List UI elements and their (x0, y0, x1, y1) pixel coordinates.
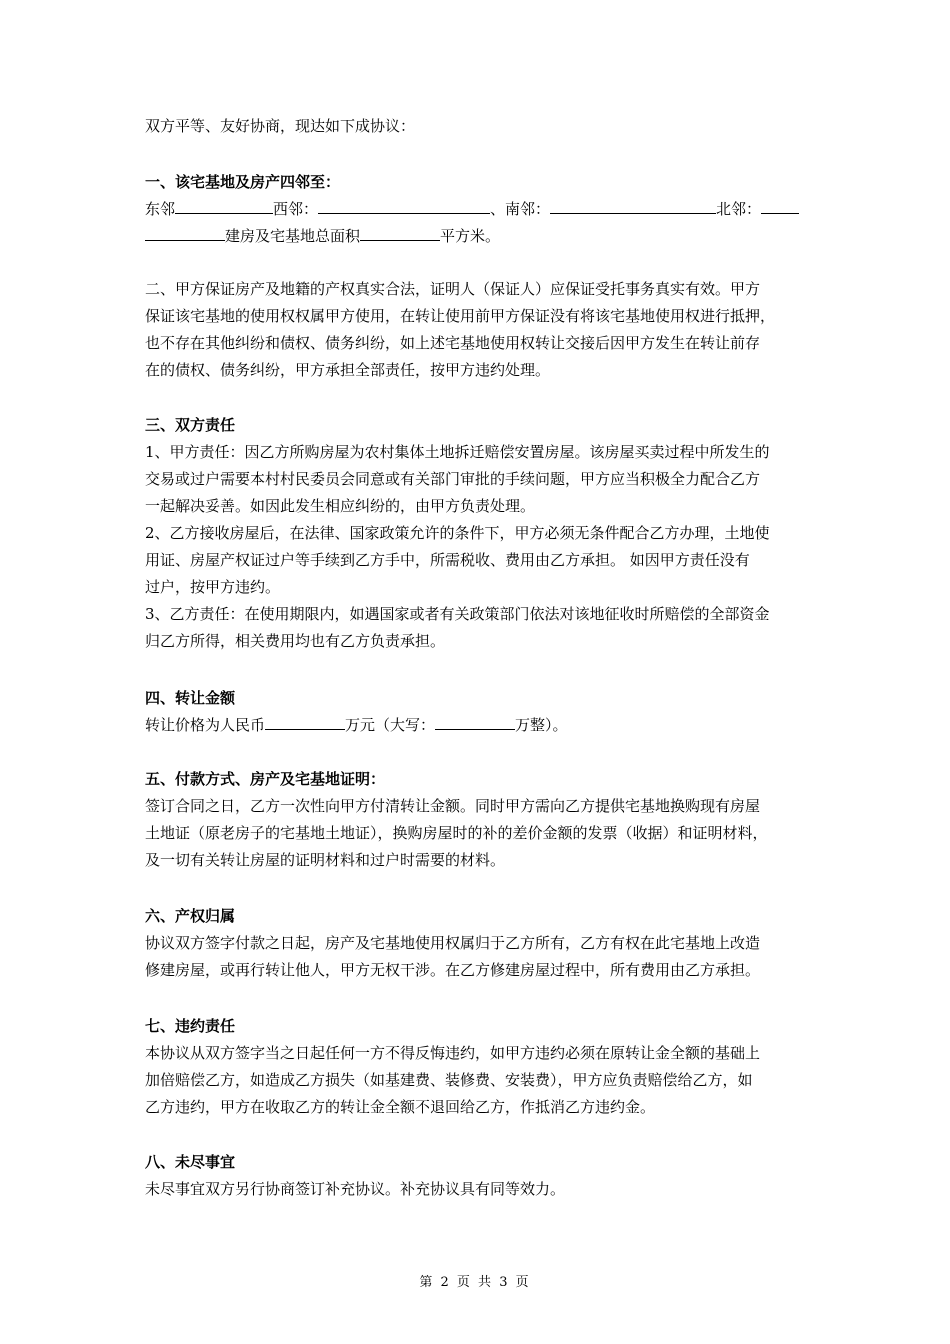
section-3-line: 3、乙方责任：在使用期限内，如遇国家或者有关政策部门依法对该地征收时所赔偿的全部资金 (145, 605, 770, 623)
section-2-line: 在的债权、债务纠纷，甲方承担全部责任，按甲方违约处理。 (145, 361, 551, 379)
area-blank (360, 225, 440, 241)
section-4-heading: 四、转让金额 (145, 689, 236, 707)
north-blank-cont (145, 225, 225, 241)
east-blank (175, 198, 273, 214)
price-suffix: 万整）。 (515, 716, 568, 734)
section-5-heading: 五、付款方式、房产及宅基地证明： (145, 770, 386, 788)
section-3-line: 归乙方所得，相关费用均也有乙方负责承担。 (145, 632, 446, 650)
west-blank (318, 198, 490, 214)
north-label: 北邻： (716, 200, 762, 218)
neighbors-line (145, 198, 799, 219)
west-label: 西邻： (273, 200, 319, 218)
section-5-line: 土地证（原老房子的宅基地土地证），换购房屋时的补的差价金额的发票（收据）和证明材料， (145, 824, 768, 842)
section-8-line: 未尽事宜双方另行协商签订补充协议。补充协议具有同等效力。 (145, 1180, 566, 1198)
area-line (145, 225, 500, 246)
intro-text: 双方平等、友好协商，现达如下成协议： (145, 117, 416, 135)
section-6-heading: 六、产权归属 (145, 907, 236, 925)
section-5-line: 签订合同之日，乙方一次性向甲方付清转让金额。同时甲方需向乙方提供宅基地换购现有房屋 (145, 797, 761, 815)
section-3-heading: 三、双方责任 (145, 416, 236, 434)
section-3-line: 2、乙方接收房屋后，在法律、国家政策允许的条件下，甲方必须无条件配合乙方办理，土地使 (145, 524, 770, 542)
section-1-heading: 一、该宅基地及房产四邻至： (145, 173, 341, 191)
section-7-line: 乙方违约，甲方在收取乙方的转让金全额不退回给乙方，作抵消乙方违约金。 (145, 1098, 656, 1116)
price-blank (265, 714, 345, 730)
north-blank (761, 198, 799, 214)
section-8-heading: 八、未尽事宜 (145, 1153, 236, 1171)
price-uppercase-blank (435, 714, 515, 730)
section-2-line: 保证该宅基地的使用权权属甲方使用，在转让使用前甲方保证没有将该宅基地使用权进行抵押， (145, 307, 776, 325)
section-6-line: 修建房屋，或再行转让他人，甲方无权干涉。在乙方修建房屋过程中，所有费用由乙方承担。 (145, 961, 761, 979)
price-prefix: 转让价格为人民币 (145, 716, 266, 734)
section-2-line: 也不存在其他纠纷和债权、债务纠纷，如上述宅基地使用权转让交接后因甲方发生在转让前存 (145, 334, 761, 352)
area-prefix: 建房及宅基地总面积 (225, 227, 361, 245)
price-mid: 万元（大写： (345, 716, 436, 734)
section-7-line: 本协议从双方签字当之日起任何一方不得反悔违约，如甲方违约必须在原转让金全额的基础上 (145, 1044, 761, 1062)
section-5-line: 及一切有关转让房屋的证明材料和过户时需要的材料。 (145, 851, 506, 869)
section-3-line: 一起解决妥善。如因此发生相应纠纷的，由甲方负责处理。 (145, 497, 536, 515)
section-6-line: 协议双方签字付款之日起，房产及宅基地使用权属归于乙方所有，乙方有权在此宅基地上改造 (145, 934, 761, 952)
section-3-line: 过户，按甲方违约。 (145, 578, 281, 596)
south-blank (550, 198, 716, 214)
price-line (145, 714, 568, 735)
section-2-line: 二、甲方保证房产及地籍的产权真实合法，证明人（保证人）应保证受托事务真实有效。甲方 (145, 280, 761, 298)
south-label: 、南邻： (490, 200, 551, 218)
east-label: 东邻 (145, 200, 176, 218)
area-suffix: 平方米。 (440, 227, 501, 245)
page-number-footer: 第 2 页 共 3 页 (419, 1275, 531, 1290)
section-3-line: 1、甲方责任：因乙方所购房屋为农村集体土地拆迁赔偿安置房屋。该房屋买卖过程中所发生的 (145, 443, 770, 461)
section-3-line: 交易或过户需要本村村民委员会同意或有关部门审批的手续问题，甲方应当积极全力配合乙方 (145, 470, 761, 488)
section-7-line: 加倍赔偿乙方，如造成乙方损失（如基建费、装修费、安装费），甲方应负责赔偿给乙方，如 (145, 1071, 753, 1089)
section-7-heading: 七、违约责任 (145, 1017, 236, 1035)
section-3-line: 用证、房屋产权证过户等手续到乙方手中，所需税收、费用由乙方承担。 如因甲方责任没有 (145, 551, 750, 569)
